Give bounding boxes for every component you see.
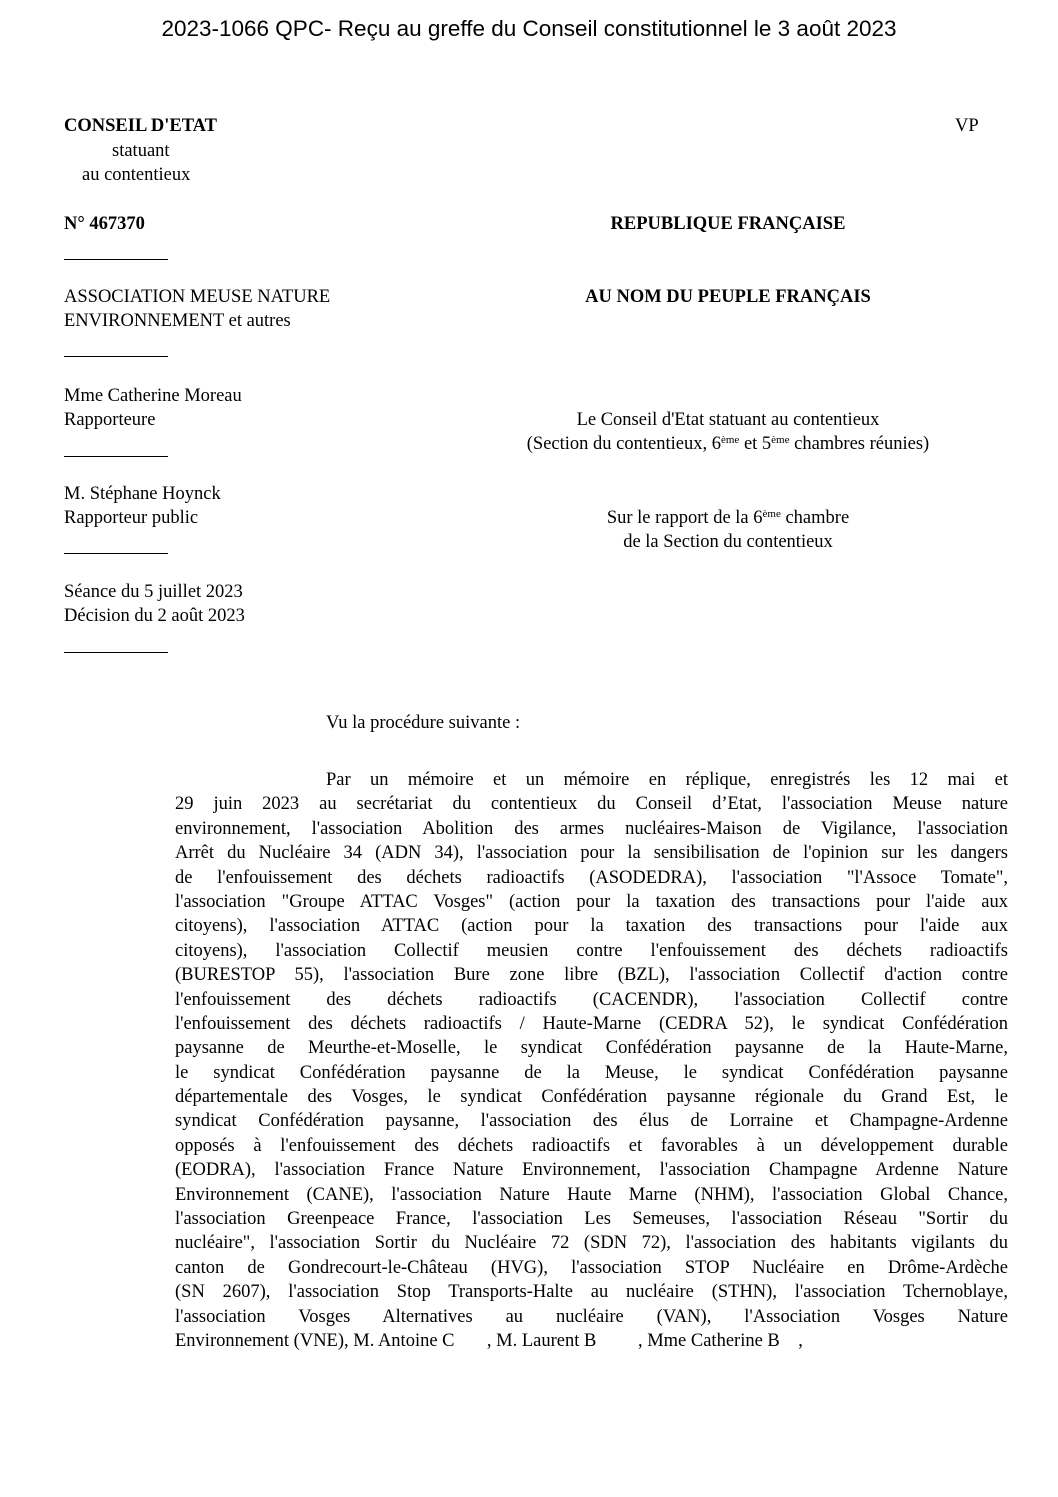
paragraph-line: 29 juin 2023 au secrétariat du contentieux du Conseil d’Etat, l'association Meuse nature xyxy=(175,794,1008,815)
paragraph-line: citoyens), l'association Collectif meusien contre l'enfouissement des déchets radioactifs xyxy=(175,940,1008,961)
paragraph-line: opposés à l'enfouissement des déchets radioactifs et favorables à un développement durable xyxy=(175,1135,1008,1156)
public-rapporteur-name: M. Stéphane Hoynck xyxy=(64,484,221,504)
author-initials: VP xyxy=(955,116,979,136)
paragraph-line: départementale des Vosges, le syndicat Confédération paysanne régionale du Grand Est, le xyxy=(175,1087,1008,1108)
people-heading: AU NOM DU PEUPLE FRANÇAIS xyxy=(585,287,871,307)
formation-line-2: (Section du contentieux, 6ème et 5ème chambres réunies) xyxy=(526,434,930,454)
separator-rule xyxy=(64,259,168,260)
procedure-heading: Vu la procédure suivante : xyxy=(326,713,521,733)
paragraph-line: le syndicat Confédération paysanne de la Meuse, le syndicat Confédération paysanne xyxy=(175,1062,1008,1083)
paragraph-line: (SN 2607), l'association Stop Transports-Halte au nucléaire (STHN), l'association Tchernoblaye, xyxy=(175,1282,1008,1303)
court-subtitle-1: statuant xyxy=(112,141,170,161)
paragraph-line: Environnement (CANE), l'association Nature Haute Marne (NHM), l'association Global Chance, xyxy=(175,1184,1008,1205)
seance-date: Séance du 5 juillet 2023 xyxy=(64,582,243,602)
paragraph-line: citoyens), l'association ATTAC (action pour la taxation des transactions pour l'aide aux xyxy=(175,916,1008,937)
paragraph-line: syndicat Confédération paysanne, l'association des élus de Lorraine et Champagne-Ardenne xyxy=(175,1111,1008,1132)
procedure-paragraph xyxy=(175,768,1008,1353)
court-subtitle-2: au contentieux xyxy=(82,165,191,185)
parties-line-2: ENVIRONNEMENT et autres xyxy=(64,311,291,331)
paragraph-line: Environnement (VNE), M. Antoine C , M. Laurent B , Mme Catherine B , xyxy=(175,1330,803,1351)
rapporteur-name: Mme Catherine Moreau xyxy=(64,386,242,406)
reception-stamp: 2023-1066 QPC- Reçu au greffe du Conseil constitutionnel le 3 août 2023 xyxy=(161,16,897,41)
paragraph-line: environnement, l'association Abolition des armes nucléaires-Maison de Vigilance, l'association xyxy=(175,818,1008,839)
paragraph-line: canton de Gondrecourt-le-Château (HVG), l'association STOP Nucléaire en Drôme-Ardèche xyxy=(175,1257,1008,1278)
paragraph-line: de l'enfouissement des déchets radioactifs (ASODEDRA), l'association "l'Assoce Tomate", xyxy=(175,867,1008,888)
paragraph-line: Arrêt du Nucléaire 34 (ADN 34), l'association pour la sensibilisation de l'opinion sur les dangers xyxy=(175,843,1008,864)
formation-line-1: Le Conseil d'Etat statuant au contentieux xyxy=(576,410,880,430)
separator-rule xyxy=(64,652,168,653)
public-rapporteur-role: Rapporteur public xyxy=(64,508,199,528)
paragraph-line: l'association Vosges Alternatives au nucléaire (VAN), l'Association Vosges Nature xyxy=(175,1306,1008,1327)
court-name: CONSEIL D'ETAT xyxy=(64,116,218,136)
rapporteur-role: Rapporteure xyxy=(64,410,156,430)
paragraph-line: (BURESTOP 55), l'association Bure zone libre (BZL), l'association Collectif d'action contre xyxy=(175,965,1008,986)
republic-heading: REPUBLIQUE FRANÇAISE xyxy=(610,214,846,234)
paragraph-line: l'association Greenpeace France, l'association Les Semeuses, l'association Réseau "Sortir du xyxy=(175,1209,1008,1230)
separator-rule xyxy=(64,356,168,357)
report-line-2: de la Section du contentieux xyxy=(623,532,833,552)
paragraph-line: (EODRA), l'association France Nature Environnement, l'association Champagne Ardenne Nature xyxy=(175,1160,1008,1181)
paragraph-line: nucléaire", l'association Sortir du Nucléaire 72 (SDN 72), l'association des habitants vigilants du xyxy=(175,1233,1008,1254)
report-line-1: Sur le rapport de la 6ème chambre xyxy=(606,508,850,528)
separator-rule xyxy=(64,456,168,457)
paragraph-line: l'enfouissement des déchets radioactifs / Haute-Marne (CEDRA 52), le syndicat Confédération xyxy=(175,1013,1008,1034)
decision-date: Décision du 2 août 2023 xyxy=(64,606,245,626)
separator-rule xyxy=(64,553,168,554)
parties-line-1: ASSOCIATION MEUSE NATURE xyxy=(64,287,331,307)
paragraph-line: paysanne de Meurthe-et-Moselle, le syndicat Confédération paysanne de la Haute-Marne, xyxy=(175,1038,1008,1059)
case-number: N° 467370 xyxy=(64,214,145,234)
paragraph-line: Par un mémoire et un mémoire en réplique, enregistrés les 12 mai et xyxy=(326,770,1008,790)
paragraph-line: l'enfouissement des déchets radioactifs (CACENDR), l'association Collectif contre xyxy=(175,989,1008,1010)
paragraph-line: l'association "Groupe ATTAC Vosges" (action pour la taxation des transactions pour l'aide aux xyxy=(175,891,1008,912)
